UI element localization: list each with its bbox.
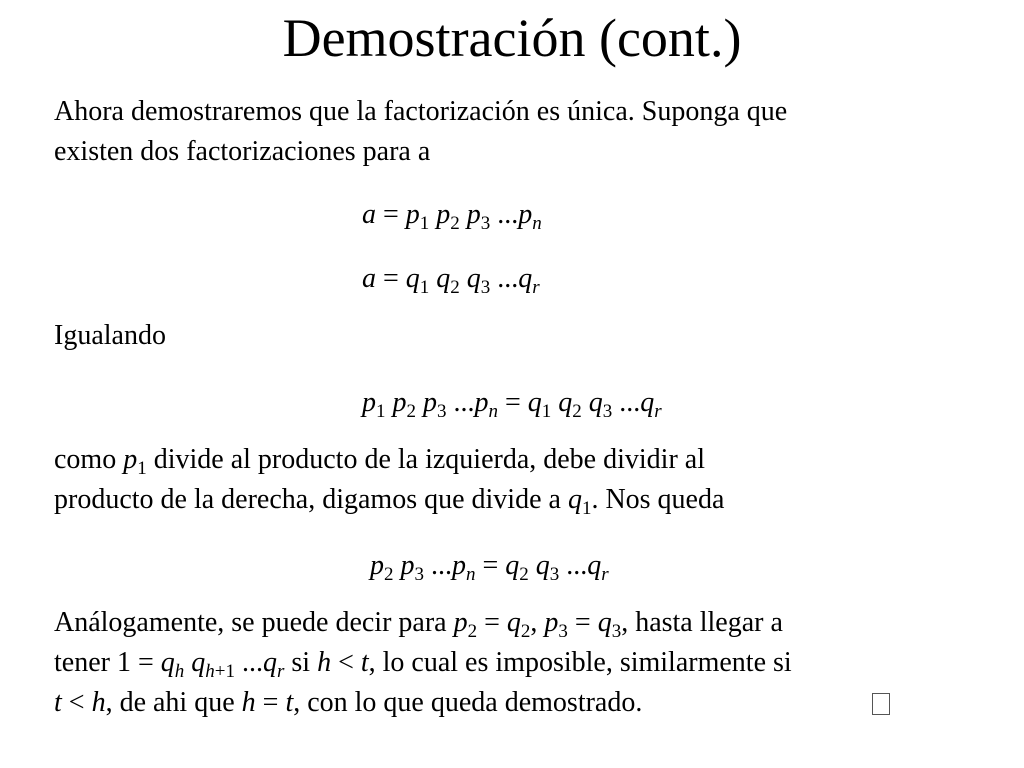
page-title: Demostración (cont.) <box>282 8 742 68</box>
divide-text-1: divide al producto de la izquierda, debe dividir al <box>153 444 705 475</box>
qed-box-icon <box>872 693 890 715</box>
analog-text: Análogamente, se puede decir para <box>54 607 447 638</box>
igualando-label: Igualando <box>54 320 166 351</box>
si-text: si <box>291 647 311 678</box>
equation-a-p: $a = p_1$ $p_2$ $p_3$ $...p_n$ <box>362 199 542 234</box>
hasta-text: , hasta llegar a <box>621 607 783 638</box>
intro-line-1: Ahora demostraremos que la factorización es única. Suponga que <box>54 96 788 127</box>
imposible-text: , lo cual es imposible, similarmente si <box>368 647 792 678</box>
equation-reduced: $p_2$ $p_3$ $...p_n = q_2$ $q_3$ $...q_r$ <box>370 550 609 585</box>
equation-equality: $p_1$ $p_2$ $p_3$ $...p_n = q_1$ $q_2$ $q_3$ $...q_r$ <box>362 387 662 422</box>
analog-line-2: tener $1 = q_h$ $q_{h+1}$ $...q_r$ si h < t, lo cual es imposible, similarmente si <box>54 647 792 682</box>
divide-line-1: como $p_1$ divide al producto de la izquierda, debe dividir al <box>54 444 705 479</box>
equation-a-q: $a = q_1$ $q_2$ $q_3$ $...q_r$ <box>362 263 540 298</box>
analog-line-1: Análogamente, se puede decir para $p_2 = q_2$, $p_3 = q_3$, hasta llegar a <box>54 607 783 642</box>
divide-text-2: producto de la derecha, digamos que divide a <box>54 484 561 515</box>
analog-line-3: t < h, de ahi que h = t, con lo que queda demostrado. <box>54 687 643 718</box>
tener-text: tener 1 = <box>54 647 154 678</box>
divide-line-2: producto de la derecha, digamos que divide a $q_1$. Nos queda <box>54 484 725 519</box>
demostrado-text: , con lo que queda demostrado. <box>293 687 643 718</box>
intro-line-2: existen dos factorizaciones para a <box>54 136 431 167</box>
como-word: como <box>54 444 117 475</box>
de-ahi-text: , de ahi que <box>105 687 235 718</box>
divide-paragraph <box>54 440 974 520</box>
intro-paragraph <box>54 92 974 172</box>
analog-paragraph <box>54 603 974 723</box>
nos-queda-text: . Nos queda <box>591 484 725 515</box>
